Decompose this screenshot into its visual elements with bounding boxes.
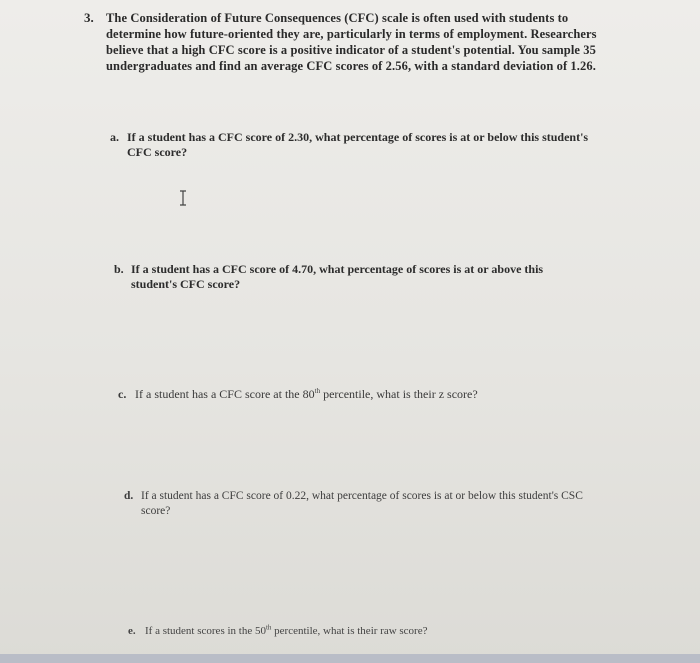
bottom-edge <box>0 654 700 663</box>
question-e-text-after: percentile, what is their raw score? <box>271 625 428 637</box>
question-c <box>118 387 598 402</box>
question-e <box>128 624 598 639</box>
question-b <box>114 262 584 292</box>
question-c-text <box>135 387 598 402</box>
question-e-text-before: If a student scores in the 50 <box>145 625 266 637</box>
question-c-ordinal: th <box>314 387 321 395</box>
problem-stem: The Consideration of Future Consequences (CFC) scale is often used with students to determine how future-oriented they are, particularly in terms of employment. Researchers believe that a high CFC score is a positive indicator of a student's potential. You sample 35 undergraduates and find an average CFC scores of 2.56, with a standard deviation of 1.26. <box>106 11 597 73</box>
question-c-text-after: percentile, what is their z score? <box>320 387 478 401</box>
question-a-label: a. <box>110 130 119 144</box>
question-a-text: If a student has a CFC score of 2.30, what percentage of scores is at or below this student's CFC score? <box>127 130 589 159</box>
question-c-text-before: If a student has a CFC score at the 80 <box>135 387 315 401</box>
question-e-ordinal: th <box>265 623 272 632</box>
problem-3 <box>84 10 624 74</box>
problem-number: 3. <box>84 10 94 25</box>
question-b-label: b. <box>114 262 124 276</box>
question-e-label: e. <box>128 625 136 637</box>
question-d <box>124 489 594 519</box>
question-d-text: If a student has a CFC score of 0.22, what percentage of scores is at or below this student's CSC score? <box>141 490 583 517</box>
text-cursor-icon <box>178 190 188 206</box>
question-d-label: d. <box>124 490 134 502</box>
question-e-text <box>145 624 598 639</box>
question-c-label: c. <box>118 387 127 401</box>
question-a <box>110 130 590 160</box>
question-b-text: If a student has a CFC score of 4.70, what percentage of scores is at or above this student's CFC score? <box>131 262 544 291</box>
